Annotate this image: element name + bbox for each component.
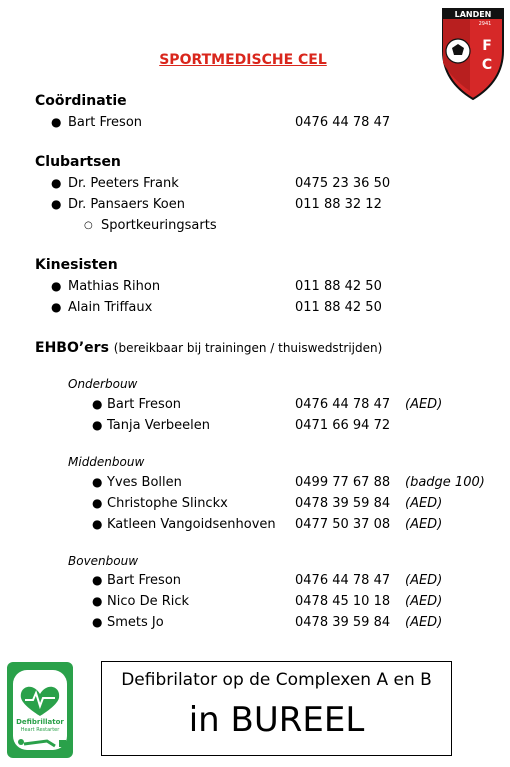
- group-label-onderbouw: Onderbouw: [68, 377, 138, 391]
- contact-name: Mathias Rihon: [68, 279, 161, 294]
- contact-phone: 0478 45 10 18: [295, 594, 391, 609]
- contact-phone: 011 88 32 12: [295, 197, 382, 212]
- contact-phone: 0471 66 94 72: [295, 418, 391, 433]
- contact-name: Alain Triffaux: [68, 300, 153, 315]
- bullet-icon: ●: [92, 573, 103, 587]
- list-item: [0, 517, 510, 537]
- contact-note: (AED): [405, 517, 443, 532]
- notice-line-1: Defibrilator op de Complexen A en B: [121, 670, 432, 690]
- contact-note: (AED): [405, 573, 443, 588]
- logo-year: 2941: [478, 21, 492, 27]
- club-logo: [440, 3, 506, 101]
- list-item: [0, 300, 510, 320]
- list-item: [0, 573, 510, 593]
- list-item: [0, 397, 510, 417]
- contact-name: Bart Freson: [68, 115, 143, 130]
- contact-note: (AED): [405, 496, 443, 511]
- contact-name: Bart Freson: [107, 573, 182, 588]
- ehbo-subheading: (bereikbaar bij trainingen / thuiswedstrijden): [113, 341, 383, 355]
- aed-text-1: Defibrillator: [16, 718, 64, 726]
- bullet-icon: ●: [92, 594, 103, 608]
- contact-name: Christophe Slinckx: [107, 496, 228, 511]
- logo-letter-f: F: [482, 38, 492, 54]
- subitem-label: Sportkeuringsarts: [101, 218, 217, 233]
- list-item: [0, 496, 510, 516]
- contact-phone: 011 88 42 50: [295, 279, 382, 294]
- bullet-icon: ●: [92, 496, 103, 510]
- defibrillator-notice: [101, 661, 452, 756]
- bullet-icon: ●: [51, 115, 62, 129]
- list-item: [0, 475, 510, 495]
- contact-phone: 0476 44 78 47: [295, 115, 391, 130]
- aed-text-2: Heart Restarter: [20, 727, 60, 733]
- contact-phone: 011 88 42 50: [295, 300, 382, 315]
- list-item: [0, 594, 510, 614]
- contact-phone: 0476 44 78 47: [295, 573, 391, 588]
- section-clubartsen-heading: Clubartsen: [35, 154, 121, 170]
- contact-name: Smets Jo: [107, 615, 164, 630]
- section-ehbo-heading: [35, 340, 382, 356]
- list-subitem: [0, 218, 510, 238]
- contact-name: Bart Freson: [107, 397, 182, 412]
- bullet-icon: ●: [51, 300, 62, 314]
- contact-phone: 0477 50 37 08: [295, 517, 391, 532]
- contact-note: (AED): [405, 594, 443, 609]
- contact-phone: 0499 77 67 88: [295, 475, 391, 490]
- bullet-icon: ●: [51, 279, 62, 293]
- contact-note: (AED): [405, 615, 443, 630]
- list-item: [0, 418, 510, 438]
- section-coordinatie-heading: Coördinatie: [35, 93, 127, 109]
- contact-name: Dr. Peeters Frank: [68, 176, 179, 191]
- contact-phone: 0475 23 36 50: [295, 176, 391, 191]
- contact-phone: 0476 44 78 47: [295, 397, 391, 412]
- list-item: [0, 279, 510, 299]
- list-item: [0, 615, 510, 635]
- logo-top-text: LANDEN: [454, 10, 492, 19]
- ehbo-heading-text: EHBO’ers: [35, 340, 109, 356]
- list-item: [0, 197, 510, 217]
- contact-phone: 0478 39 59 84: [295, 496, 391, 511]
- list-item: [0, 176, 510, 196]
- defibrillator-icon: [7, 662, 73, 758]
- contact-name: Tanja Verbeelen: [107, 418, 211, 433]
- bullet-icon: ●: [92, 475, 103, 489]
- contact-name: Yves Bollen: [107, 475, 182, 490]
- logo-letter-c: C: [481, 57, 493, 73]
- hollow-bullet-icon: ○: [84, 220, 93, 231]
- bullet-icon: ●: [51, 197, 62, 211]
- contact-name: Nico De Rick: [107, 594, 190, 609]
- section-kinesisten-heading: Kinesisten: [35, 257, 118, 273]
- contact-name: Katleen Vangoidsenhoven: [107, 517, 276, 532]
- bullet-icon: ●: [51, 176, 62, 190]
- group-label-bovenbouw: Bovenbouw: [68, 554, 139, 568]
- bullet-icon: ●: [92, 517, 103, 531]
- page-title: SPORTMEDISCHE CEL: [159, 52, 327, 68]
- contact-phone: 0478 39 59 84: [295, 615, 391, 630]
- list-item: [0, 115, 510, 135]
- notice-line-2: in BUREEL: [188, 700, 365, 740]
- group-label-middenbouw: Middenbouw: [68, 455, 145, 469]
- contact-note: (AED): [405, 397, 443, 412]
- contact-note: (badge 100): [405, 475, 485, 490]
- contact-name: Dr. Pansaers Koen: [68, 197, 185, 212]
- bullet-icon: ●: [92, 418, 103, 432]
- bullet-icon: ●: [92, 397, 103, 411]
- bullet-icon: ●: [92, 615, 103, 629]
